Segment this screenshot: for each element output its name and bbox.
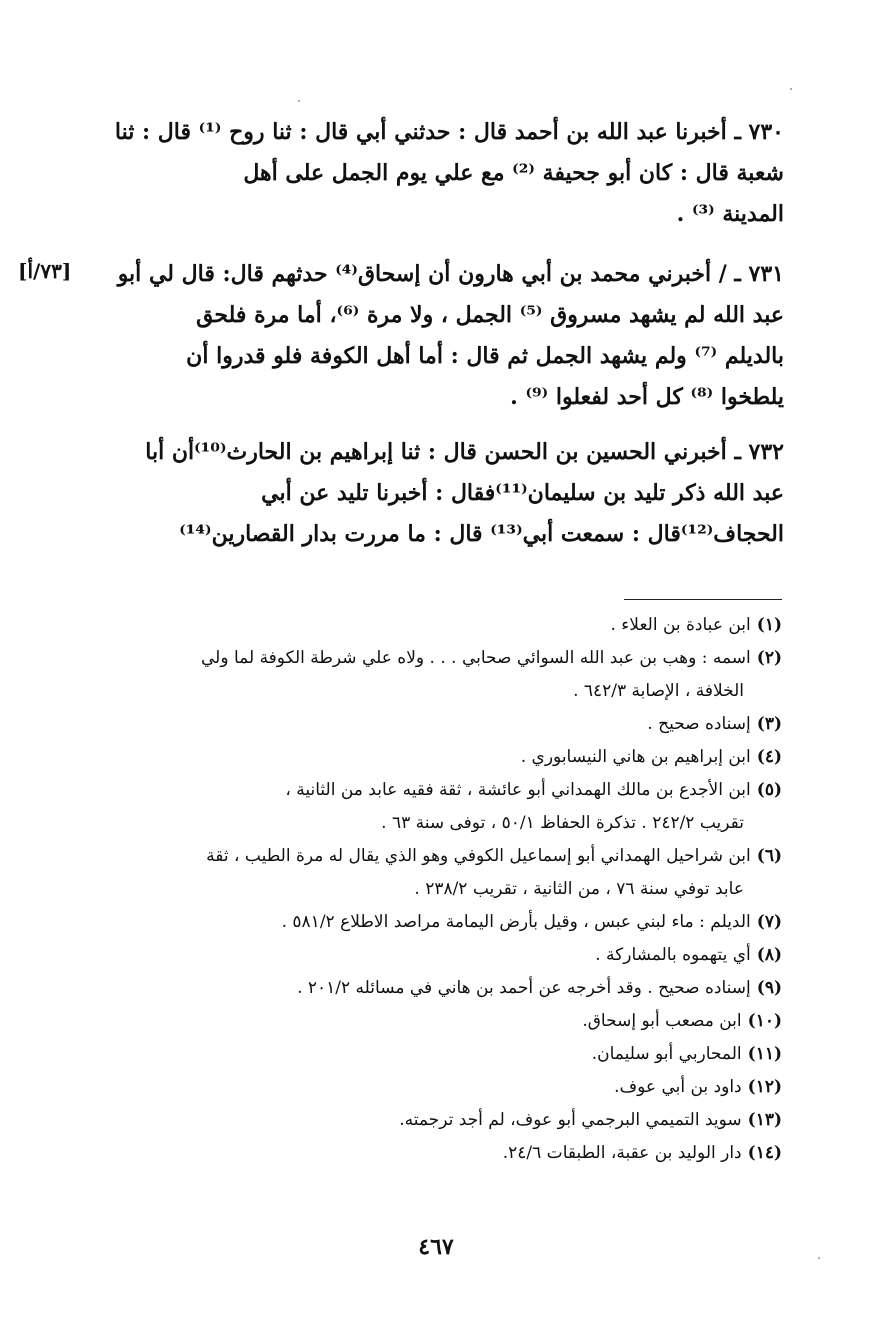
hadith-731 — [78, 254, 784, 418]
footnote: (٨)أي يتهموه بالمشاركة . — [595, 945, 782, 965]
footnote: (١٤)دار الوليد بن عقبة، الطبقات ٢٤/٦. — [502, 1143, 782, 1163]
footnote: (١١)المحاربي أبو سليمان. — [591, 1044, 782, 1064]
hadith-number: ٧٣٠ ـ — [734, 119, 784, 145]
footnote: (١)ابن عبادة بن العلاء . — [610, 615, 782, 635]
hadith-number: ٧٣١ ـ / — [718, 261, 784, 287]
scan-speck — [790, 88, 792, 90]
footnote-continuation: عابد توفي سنة ٧٦ ، من الثانية ، تقريب ٢٣٨/٢ . — [414, 879, 744, 899]
hadith-line: ٧٣٢ ـ أخبرني الحسين بن الحسن قال : ثنا إبراهيم بن الحارث⁽¹⁰⁾أن أبا — [145, 439, 784, 465]
footnotes — [80, 609, 782, 1170]
footnote-separator — [624, 599, 782, 600]
footnote: (٧)الديلم : ماء لبني عبس ، وقيل بأرض اليمامة مراصد الاطلاع ٥٨١/٢ . — [281, 912, 782, 932]
page-number: ٤٦٧ — [418, 1234, 454, 1260]
footnote-continuation: الخلافة ، الإصابة ٦٤٢/٣ . — [573, 681, 744, 701]
hadith-line: عبد الله لم يشهد مسروق ⁽⁵⁾ الجمل ، ولا مرة ⁽⁶⁾، أما مرة فلحق — [196, 302, 784, 328]
footnote: (١٢)داود بن أبي عوف. — [614, 1077, 782, 1097]
hadith-line: بالديلم ⁽⁷⁾ ولم يشهد الجمل ثم قال : أما أهل الكوفة فلو قدروا أن — [186, 343, 784, 369]
scan-speck — [818, 1257, 820, 1259]
footnote: (٣)إسناده صحيح . — [647, 714, 782, 734]
hadith-732 — [78, 432, 784, 555]
hadith-line: المدينة ⁽³⁾ . — [676, 201, 784, 227]
footnote: (٦)ابن شراحيل الهمداني أبو إسماعيل الكوفي وهو الذي يقال له مرة الطيب ، ثقة — [206, 846, 782, 866]
footnote: (٩)إسناده صحيح . وقد أخرجه عن أحمد بن هاني في مسائله ٢٠١/٢ . — [297, 978, 782, 998]
footnote: (٢)اسمه : وهب بن عبد الله السوائي صحابي . . . ولاه علي شرطة الكوفة لما ولي — [201, 648, 782, 668]
margin-reference: [٧٣/أ] — [18, 259, 72, 283]
footnote: (٥)ابن الأجدع بن مالك الهمداني أبو عائشة ، ثقة فقيه عابد من الثانية ، — [285, 780, 782, 800]
footnote: (١٣)سويد التميمي البرجمي أبو عوف، لم أجد ترجمته. — [399, 1110, 782, 1130]
hadith-line: الحجاف⁽¹²⁾قال : سمعت أبي⁽¹³⁾ قال : ما مررت بدار القصارين⁽¹⁴⁾ — [179, 521, 784, 547]
hadith-number: ٧٣٢ ـ — [734, 439, 784, 465]
hadith-730 — [78, 112, 784, 235]
hadith-line: يلطخوا ⁽⁸⁾ كل أحد لفعلوا ⁽⁹⁾ . — [510, 384, 784, 410]
hadith-line: ٧٣٠ ـ أخبرنا عبد الله بن أحمد قال : حدثني أبي قال : ثنا روح ⁽¹⁾ قال : ثنا — [114, 119, 784, 145]
hadith-line: عبد الله ذكر تليد بن سليمان⁽¹¹⁾فقال : أخبرنا تليد عن أبي — [261, 480, 784, 506]
scan-speck — [298, 100, 300, 102]
hadith-line: شعبة قال : كان أبو جحيفة ⁽²⁾ مع علي يوم الجمل على أهل — [243, 160, 784, 186]
footnote: (٤)ابن إبراهيم بن هاني النيسابوري . — [520, 747, 782, 767]
hadith-line: ٧٣١ ـ / أخبرني محمد بن أبي هارون أن إسحاق⁽⁴⁾ حدثهم قال: قال لي أبو — [117, 261, 784, 287]
footnote: (١٠)ابن مصعب أبو إسحاق. — [582, 1011, 782, 1031]
footnote-continuation: تقريب ٢٤٢/٢ . تذكرة الحفاظ ٥٠/١ ، توفى سنة ٦٣ . — [381, 813, 744, 833]
